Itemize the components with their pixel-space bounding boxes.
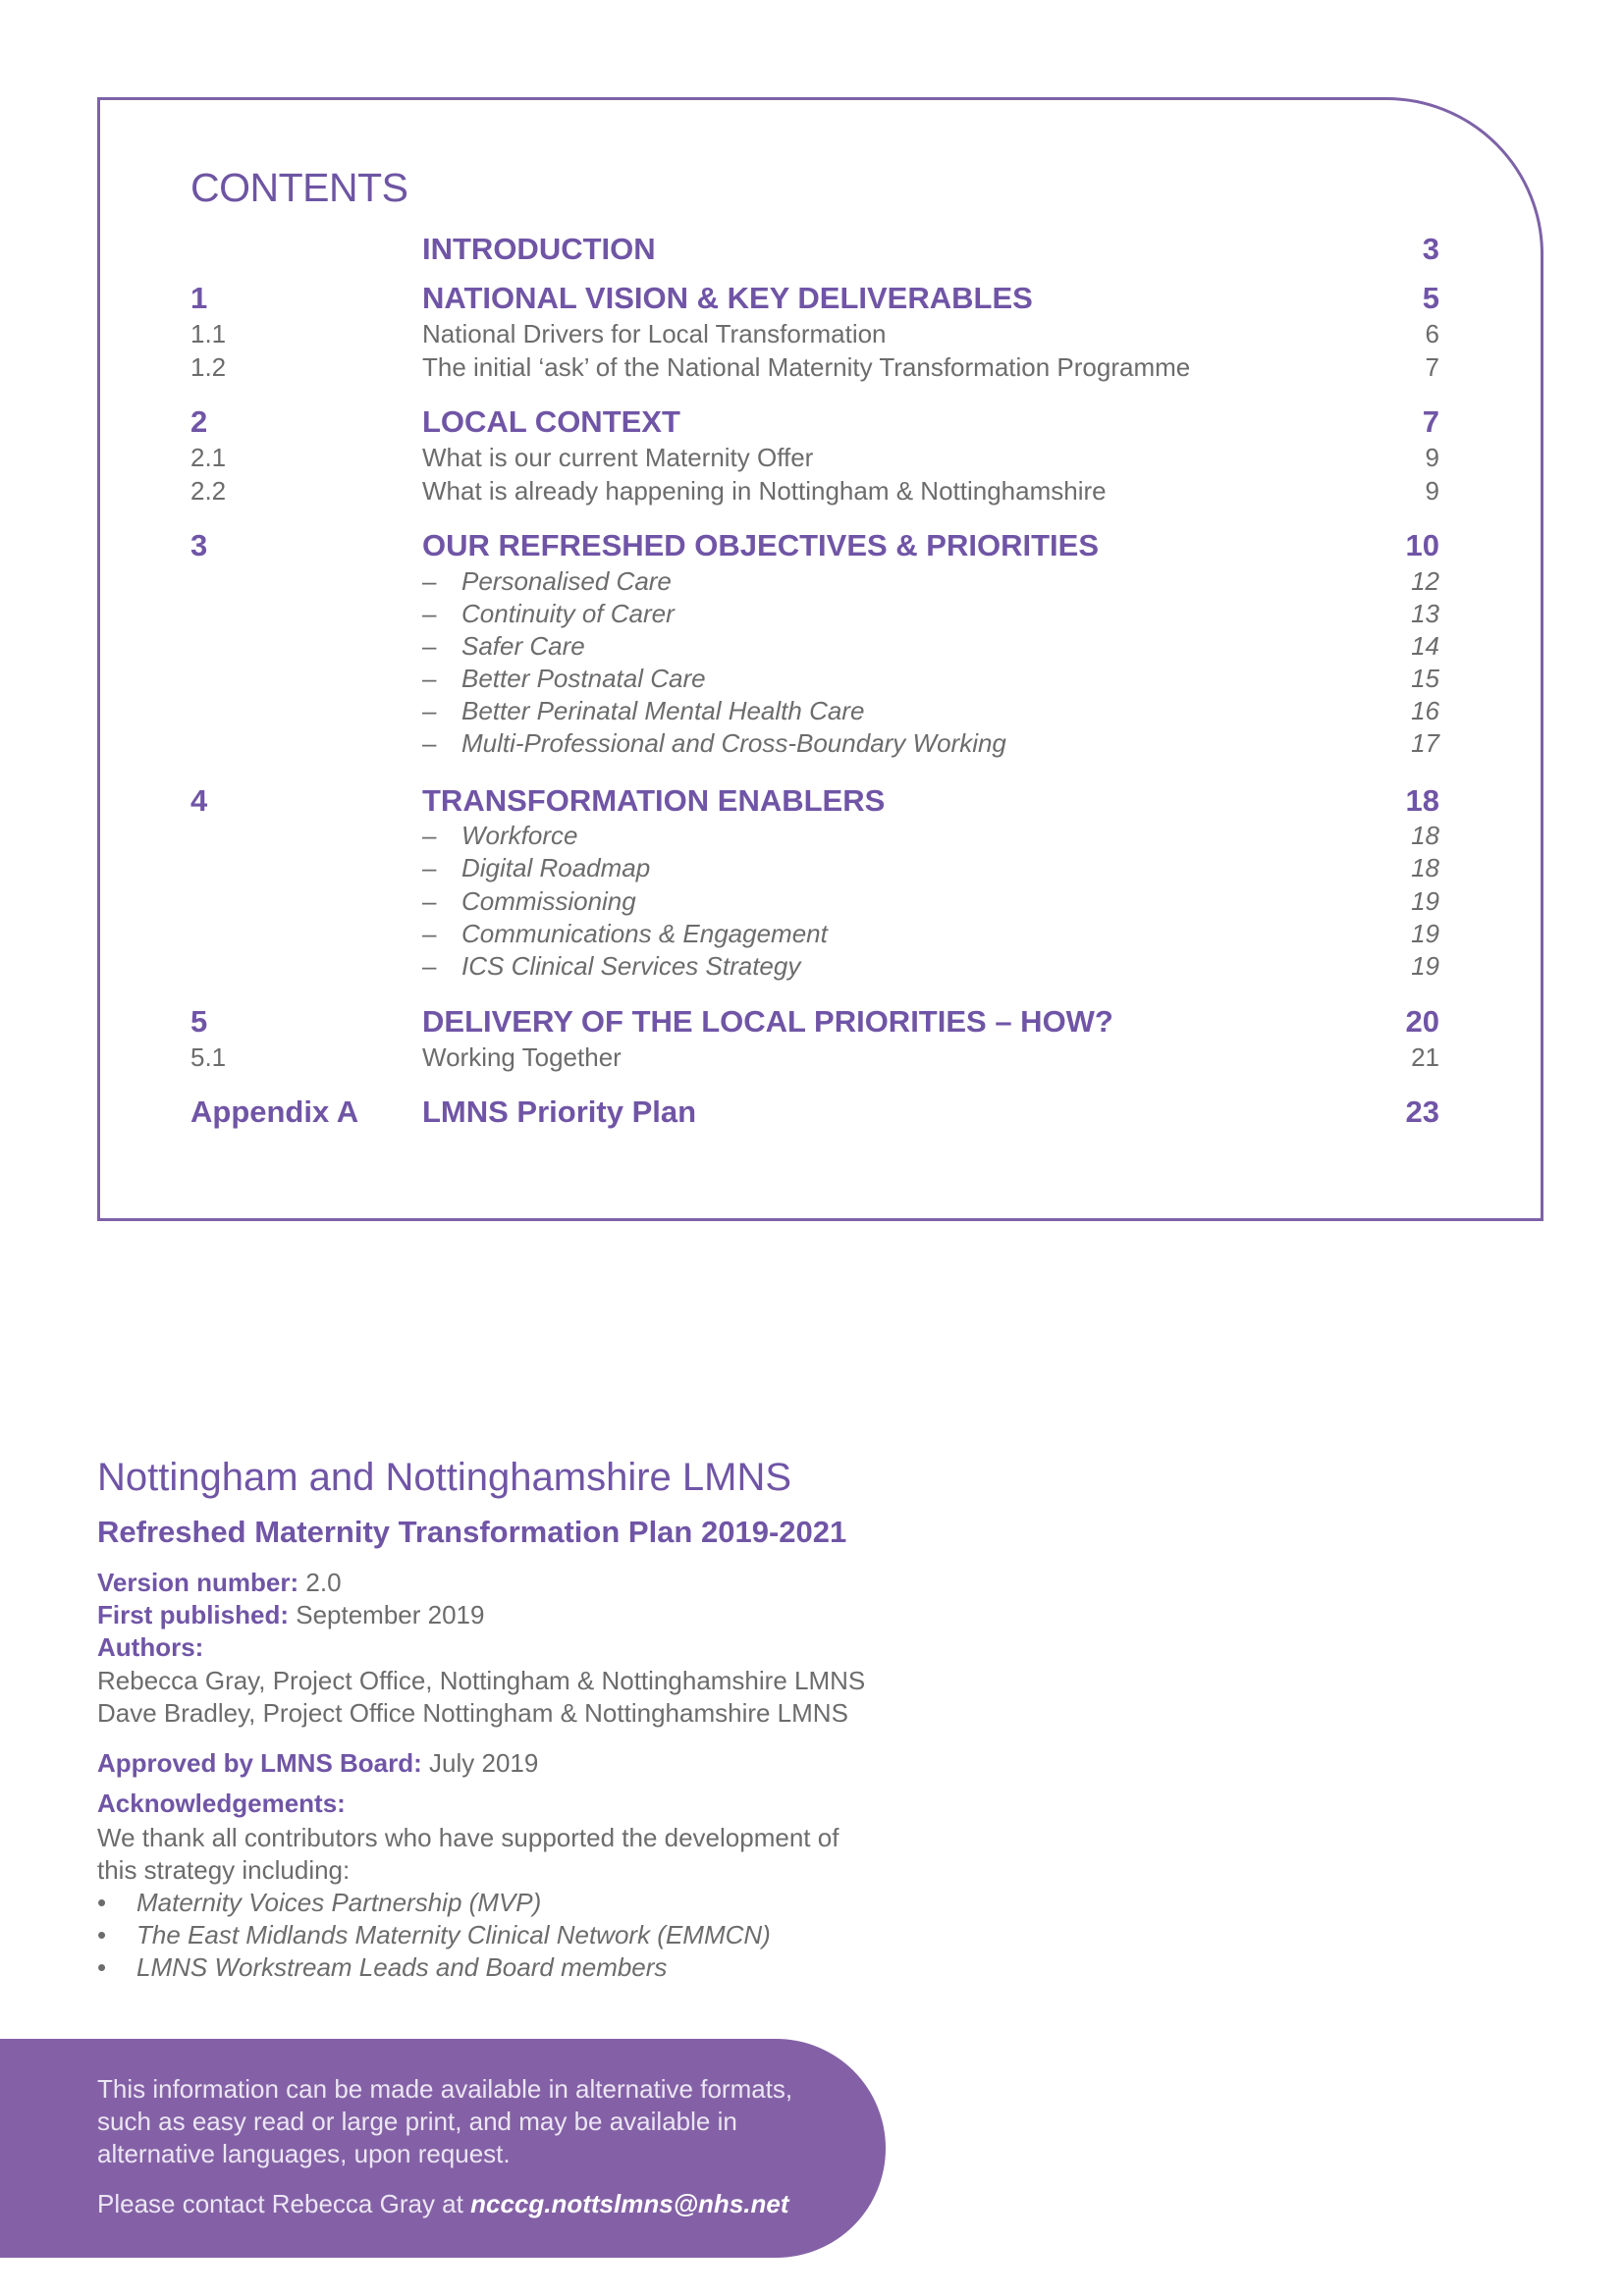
toc-item-personalised-care[interactable] xyxy=(100,563,1541,599)
toc-number: 2.2 xyxy=(190,476,227,506)
toc-title: – Continuity of Carer xyxy=(422,599,675,628)
footer-text-line-1: This information can be made available in alternative formats, xyxy=(97,2074,793,2104)
published-line xyxy=(97,1599,484,1631)
accessibility-footer xyxy=(0,2039,886,2258)
toc-number: 2 xyxy=(190,404,208,439)
toc-entry-appendix-a[interactable] xyxy=(100,1095,1541,1130)
toc-entry-section-1-1[interactable] xyxy=(100,316,1541,351)
toc-number: 2.1 xyxy=(190,443,227,472)
toc-item-commissioning[interactable] xyxy=(100,883,1541,919)
toc-entry-section-1[interactable] xyxy=(100,281,1541,316)
toc-title: – Better Perinatal Mental Health Care xyxy=(422,696,865,725)
toc-page-number: 18 xyxy=(1405,783,1439,818)
toc-item-communications-engagement[interactable] xyxy=(100,916,1541,951)
toc-page-number: 15 xyxy=(1411,664,1439,693)
acknowledgement-item: • Maternity Voices Partnership (MVP) xyxy=(97,1888,542,1917)
toc-entry-section-4[interactable] xyxy=(100,783,1541,819)
toc-number: 1.1 xyxy=(190,319,227,348)
toc-item-label: Better Perinatal Mental Health Care xyxy=(461,696,865,725)
toc-page-number: 3 xyxy=(1422,232,1439,266)
toc-page-number: 10 xyxy=(1405,528,1439,562)
toc-entry-introduction[interactable] xyxy=(100,232,1541,267)
acknowledgements-text-line-2: this strategy including: xyxy=(97,1855,351,1885)
toc-entry-section-5[interactable] xyxy=(100,1004,1541,1040)
toc-page-number: 17 xyxy=(1411,728,1439,758)
published-label: First published: xyxy=(97,1600,289,1629)
toc-title: The initial ‘ask’ of the National Maternity Transformation Programme xyxy=(422,352,1191,382)
toc-item-label: Digital Roadmap xyxy=(461,853,651,882)
toc-item-digital-roadmap[interactable] xyxy=(100,850,1541,885)
toc-title: – ICS Clinical Services Strategy xyxy=(422,951,801,981)
toc-title: DELIVERY OF THE LOCAL PRIORITIES – HOW? xyxy=(422,1004,1113,1039)
toc-item-label: Multi-Professional and Cross-Boundary Working xyxy=(461,728,1006,758)
approved-value: July 2019 xyxy=(429,1748,539,1778)
toc-number: 5 xyxy=(190,1004,208,1039)
approved-label: Approved by LMNS Board: xyxy=(97,1748,422,1778)
toc-title: TRANSFORMATION ENABLERS xyxy=(422,783,886,818)
toc-item-better-postnatal-care[interactable] xyxy=(100,661,1541,696)
toc-page-number: 23 xyxy=(1405,1095,1439,1129)
toc-entry-section-1-2[interactable] xyxy=(100,349,1541,385)
authors-label: Authors: xyxy=(97,1632,204,1662)
toc-title: – Digital Roadmap xyxy=(422,853,651,882)
toc-number: 1.2 xyxy=(190,352,227,382)
contact-prefix: Please contact Rebecca Gray at xyxy=(97,2189,463,2218)
toc-entry-section-3[interactable] xyxy=(100,528,1541,563)
toc-number: Appendix A xyxy=(190,1095,359,1129)
toc-title: Working Together xyxy=(422,1042,622,1072)
toc-title: NATIONAL VISION & KEY DELIVERABLES xyxy=(422,281,1033,315)
org-title: Nottingham and Nottinghamshire LMNS xyxy=(97,1456,792,1499)
contact-email-link[interactable]: ncccg.nottslmns@nhs.net xyxy=(470,2189,789,2218)
toc-entry-section-5-1[interactable] xyxy=(100,1040,1541,1075)
toc-number: 1 xyxy=(190,281,208,315)
toc-page-number: 9 xyxy=(1425,443,1439,472)
toc-item-workforce[interactable] xyxy=(100,818,1541,853)
toc-item-label: Better Postnatal Care xyxy=(461,664,706,693)
toc-title: OUR REFRESHED OBJECTIVES & PRIORITIES xyxy=(422,528,1099,562)
acknowledgements-label: Acknowledgements: xyxy=(97,1789,346,1818)
toc-item-ics-clinical-services-strategy[interactable] xyxy=(100,948,1541,984)
published-value: September 2019 xyxy=(296,1600,485,1629)
plan-title: Refreshed Maternity Transformation Plan 2019-2021 xyxy=(97,1515,847,1549)
toc-number: 5.1 xyxy=(190,1042,227,1072)
toc-page-number: 18 xyxy=(1411,821,1439,850)
toc-title: LOCAL CONTEXT xyxy=(422,404,680,439)
toc-page-number: 5 xyxy=(1422,281,1439,315)
toc-title: What is already happening in Nottingham & Nottinghamshire xyxy=(422,476,1107,506)
toc-item-safer-care[interactable] xyxy=(100,628,1541,664)
toc-number: 3 xyxy=(190,528,208,562)
toc-item-label: Communications & Engagement xyxy=(461,919,828,948)
toc-page-number: 6 xyxy=(1425,319,1439,348)
toc-title: – Safer Care xyxy=(422,631,585,661)
toc-page-number: 16 xyxy=(1411,696,1439,725)
toc-item-label: Workforce xyxy=(461,821,578,850)
approved-line xyxy=(97,1747,538,1780)
toc-title: – Workforce xyxy=(422,821,578,850)
contents-box xyxy=(97,97,1543,1221)
version-value: 2.0 xyxy=(305,1568,342,1597)
toc-item-label: Personalised Care xyxy=(461,566,672,596)
acknowledgement-item: • LMNS Workstream Leads and Board members xyxy=(97,1952,668,1982)
contact-line xyxy=(97,2188,789,2220)
toc-title: National Drivers for Local Transformation xyxy=(422,319,887,348)
toc-title: INTRODUCTION xyxy=(422,232,656,266)
toc-page-number: 19 xyxy=(1411,951,1439,981)
version-label: Version number: xyxy=(97,1568,299,1597)
toc-title: – Commissioning xyxy=(422,886,636,916)
toc-page-number: 19 xyxy=(1411,919,1439,948)
acknowledgement-item-text: LMNS Workstream Leads and Board members xyxy=(136,1952,668,1982)
toc-title: – Better Postnatal Care xyxy=(422,664,706,693)
toc-title: What is our current Maternity Offer xyxy=(422,443,814,472)
toc-page-number: 18 xyxy=(1411,853,1439,882)
acknowledgement-item: • The East Midlands Maternity Clinical Network (EMMCN) xyxy=(97,1920,771,1949)
toc-item-label: Commissioning xyxy=(461,886,636,916)
toc-page-number: 13 xyxy=(1411,599,1439,628)
toc-item-better-perinatal-mental-health-care[interactable] xyxy=(100,693,1541,728)
toc-page-number: 20 xyxy=(1405,1004,1439,1039)
toc-page-number: 9 xyxy=(1425,476,1439,506)
toc-page-number: 12 xyxy=(1411,566,1439,596)
toc-page-number: 7 xyxy=(1422,404,1439,439)
toc-item-label: Continuity of Carer xyxy=(461,599,675,628)
toc-page-number: 19 xyxy=(1411,886,1439,916)
toc-page-number: 14 xyxy=(1411,631,1439,661)
toc-entry-section-2-1[interactable] xyxy=(100,440,1541,475)
toc-item-label: ICS Clinical Services Strategy xyxy=(461,951,801,981)
toc-title: – Personalised Care xyxy=(422,566,672,596)
toc-item-continuity-of-carer[interactable] xyxy=(100,596,1541,631)
toc-title: LMNS Priority Plan xyxy=(422,1095,697,1129)
toc-page-number: 7 xyxy=(1425,352,1439,382)
toc-item-multi-professional-working[interactable] xyxy=(100,725,1541,761)
toc-item-label: Safer Care xyxy=(461,631,585,661)
contents-title: CONTENTS xyxy=(190,165,408,210)
author-2: Dave Bradley, Project Office Nottingham & Nottinghamshire LMNS xyxy=(97,1698,848,1728)
toc-page-number: 21 xyxy=(1411,1042,1439,1072)
acknowledgements-text-line-1: We thank all contributors who have supported the development of xyxy=(97,1823,839,1852)
author-1: Rebecca Gray, Project Office, Nottingham & Nottinghamshire LMNS xyxy=(97,1666,866,1695)
acknowledgement-item-text: Maternity Voices Partnership (MVP) xyxy=(136,1888,542,1917)
toc-entry-section-2-2[interactable] xyxy=(100,473,1541,508)
footer-text-line-3: alternative languages, upon request. xyxy=(97,2139,511,2168)
toc-number: 4 xyxy=(190,783,208,818)
toc-entry-section-2[interactable] xyxy=(100,404,1541,440)
toc-title: – Multi-Professional and Cross-Boundary Working xyxy=(422,728,1006,758)
footer-text-line-2: such as easy read or large print, and may be available in xyxy=(97,2107,737,2136)
version-line xyxy=(97,1567,342,1599)
acknowledgement-item-text: The East Midlands Maternity Clinical Network (EMMCN) xyxy=(136,1920,771,1949)
toc-title: – Communications & Engagement xyxy=(422,919,828,948)
